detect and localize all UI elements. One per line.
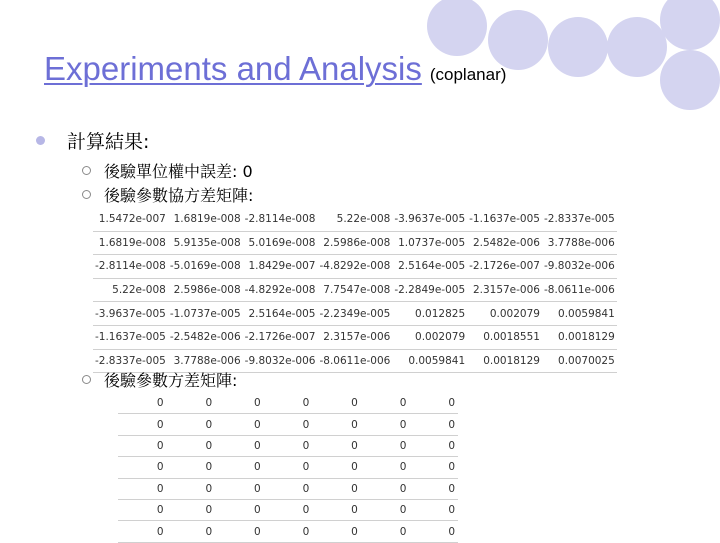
matrix-cell: -2.8337e-005 [93, 349, 168, 373]
subbullet-covariance-text: 後驗參數協方差矩陣: [104, 186, 254, 205]
matrix-cell: -9.8032e-006 [243, 349, 318, 373]
matrix-row [118, 457, 458, 478]
matrix-cell: 1.0737e-005 [392, 231, 467, 255]
matrix-cell: 5.22e-008 [317, 208, 392, 231]
decor-circle [548, 17, 608, 77]
subbullet-std-error [82, 159, 253, 182]
covariance-matrix-table [93, 208, 617, 373]
matrix-cell: 0 [264, 521, 313, 542]
matrix-cell: -2.5482e-006 [168, 325, 243, 349]
matrix-cell: 0 [118, 435, 167, 456]
subbullet-variance [82, 368, 237, 391]
matrix-cell: -8.0611e-006 [542, 278, 617, 302]
matrix-cell: 0.002079 [392, 325, 467, 349]
subbullet-std-error-text: 後驗單位權中誤差: 0 [104, 162, 253, 181]
subbullet-covariance [82, 183, 253, 206]
matrix-cell: -3.9637e-005 [392, 208, 467, 231]
matrix-cell: 0 [167, 393, 216, 414]
ring-bullet-icon [82, 166, 91, 175]
bullet-results-text: 計算結果: [67, 131, 150, 153]
slide-subtitle: (coplanar) [429, 65, 507, 84]
matrix-row [93, 255, 617, 279]
matrix-cell: 0 [409, 521, 458, 542]
matrix-cell: 0 [312, 499, 361, 520]
matrix-cell: 0 [361, 499, 410, 520]
matrix-row [93, 231, 617, 255]
matrix-row [93, 278, 617, 302]
matrix-cell: 0 [409, 435, 458, 456]
matrix-cell: -9.8032e-006 [542, 255, 617, 279]
decor-circle [660, 0, 720, 50]
matrix-cell: -5.0169e-008 [168, 255, 243, 279]
matrix-cell: 0 [361, 414, 410, 435]
matrix-cell: 0 [312, 435, 361, 456]
matrix-cell: 0 [264, 393, 313, 414]
variance-matrix-table [118, 393, 458, 543]
matrix-cell: 2.5986e-008 [317, 231, 392, 255]
matrix-cell: 1.6819e-008 [168, 208, 243, 231]
matrix-cell: -3.9637e-005 [93, 302, 168, 326]
matrix-cell: 0 [312, 457, 361, 478]
matrix-cell: 0 [409, 414, 458, 435]
matrix-cell: -1.1637e-005 [93, 325, 168, 349]
matrix-cell: 0 [118, 521, 167, 542]
matrix-cell: 0 [215, 435, 264, 456]
matrix-cell: 0.0018129 [467, 349, 542, 373]
matrix-cell: 0 [118, 499, 167, 520]
matrix-cell: 5.9135e-008 [168, 231, 243, 255]
matrix-cell: 0 [167, 435, 216, 456]
matrix-cell: 2.5164e-005 [243, 302, 318, 326]
matrix-cell: 0.0059841 [392, 349, 467, 373]
matrix-cell: 3.7788e-006 [168, 349, 243, 373]
matrix-cell: 0 [215, 393, 264, 414]
matrix-cell: 0 [264, 499, 313, 520]
matrix-cell: 0 [361, 435, 410, 456]
matrix-cell: 0 [361, 457, 410, 478]
matrix-cell: -2.2349e-005 [317, 302, 392, 326]
matrix-row [118, 499, 458, 520]
matrix-cell: 0 [409, 393, 458, 414]
matrix-cell: 0 [361, 478, 410, 499]
matrix-cell: -2.8337e-005 [542, 208, 617, 231]
matrix-cell: 0 [409, 478, 458, 499]
matrix-cell: 0 [409, 499, 458, 520]
matrix-cell: 0 [167, 499, 216, 520]
matrix-cell: 2.3157e-006 [467, 278, 542, 302]
matrix-cell: 0 [167, 414, 216, 435]
matrix-cell: 1.5472e-007 [93, 208, 168, 231]
bullet-results [36, 127, 149, 154]
matrix-cell: -1.1637e-005 [467, 208, 542, 231]
decor-circle [607, 17, 667, 77]
matrix-cell: 0 [118, 414, 167, 435]
matrix-cell: 0 [264, 435, 313, 456]
decor-circle [660, 50, 720, 110]
matrix-cell: 0 [312, 521, 361, 542]
matrix-cell: 0 [215, 499, 264, 520]
matrix-cell: 0 [312, 393, 361, 414]
title-block [44, 50, 506, 88]
matrix-cell: 7.7547e-008 [317, 278, 392, 302]
matrix-cell: 0.012825 [392, 302, 467, 326]
matrix-cell: 0 [118, 478, 167, 499]
matrix-row [118, 521, 458, 542]
matrix-cell: 1.8429e-007 [243, 255, 318, 279]
matrix-cell: 2.5986e-008 [168, 278, 243, 302]
matrix-cell: 5.0169e-008 [243, 231, 318, 255]
matrix-cell: 2.5482e-006 [467, 231, 542, 255]
matrix-cell: 0 [118, 393, 167, 414]
matrix-cell: 0 [361, 521, 410, 542]
matrix-cell: -2.1726e-007 [467, 255, 542, 279]
matrix-cell: -4.8292e-008 [243, 278, 318, 302]
ring-bullet-icon [82, 190, 91, 199]
matrix-cell: 0.0059841 [542, 302, 617, 326]
decor-circle [427, 0, 487, 56]
matrix-cell: 0 [361, 393, 410, 414]
matrix-cell: -8.0611e-006 [317, 349, 392, 373]
matrix-cell: 0 [118, 457, 167, 478]
matrix-cell: 0 [264, 478, 313, 499]
matrix-cell: 3.7788e-006 [542, 231, 617, 255]
matrix-cell: -2.8114e-008 [93, 255, 168, 279]
matrix-cell: 0 [167, 457, 216, 478]
slide-title: Experiments and Analysis [44, 50, 422, 87]
ring-bullet-icon [82, 375, 91, 384]
matrix-row [118, 435, 458, 456]
matrix-cell: 5.22e-008 [93, 278, 168, 302]
subbullet-variance-text: 後驗參數方差矩陣: [104, 371, 238, 390]
matrix-cell: -2.8114e-008 [243, 208, 318, 231]
matrix-cell: 0.0070025 [542, 349, 617, 373]
matrix-cell: 0 [264, 414, 313, 435]
matrix-cell: 0 [409, 457, 458, 478]
matrix-cell: 0.0018129 [542, 325, 617, 349]
matrix-cell: 0 [167, 478, 216, 499]
matrix-row [118, 478, 458, 499]
matrix-row [93, 302, 617, 326]
matrix-cell: 0 [312, 414, 361, 435]
matrix-cell: 0 [215, 478, 264, 499]
matrix-cell: 0.0018551 [467, 325, 542, 349]
matrix-row [118, 393, 458, 414]
matrix-cell: -2.1726e-007 [243, 325, 318, 349]
matrix-cell: 2.3157e-006 [317, 325, 392, 349]
matrix-cell: 0.002079 [467, 302, 542, 326]
matrix-cell: -2.2849e-005 [392, 278, 467, 302]
matrix-cell: 0 [215, 521, 264, 542]
matrix-row [93, 208, 617, 231]
matrix-row [118, 414, 458, 435]
bullet-dot-icon [36, 136, 45, 145]
matrix-row [93, 325, 617, 349]
matrix-cell: 2.5164e-005 [392, 255, 467, 279]
matrix-cell: 0 [215, 414, 264, 435]
matrix-cell: 1.6819e-008 [93, 231, 168, 255]
matrix-cell: 0 [312, 478, 361, 499]
matrix-cell: -1.0737e-005 [168, 302, 243, 326]
matrix-cell: 0 [264, 457, 313, 478]
matrix-cell: -4.8292e-008 [317, 255, 392, 279]
matrix-cell: 0 [167, 521, 216, 542]
matrix-cell: 0 [215, 457, 264, 478]
